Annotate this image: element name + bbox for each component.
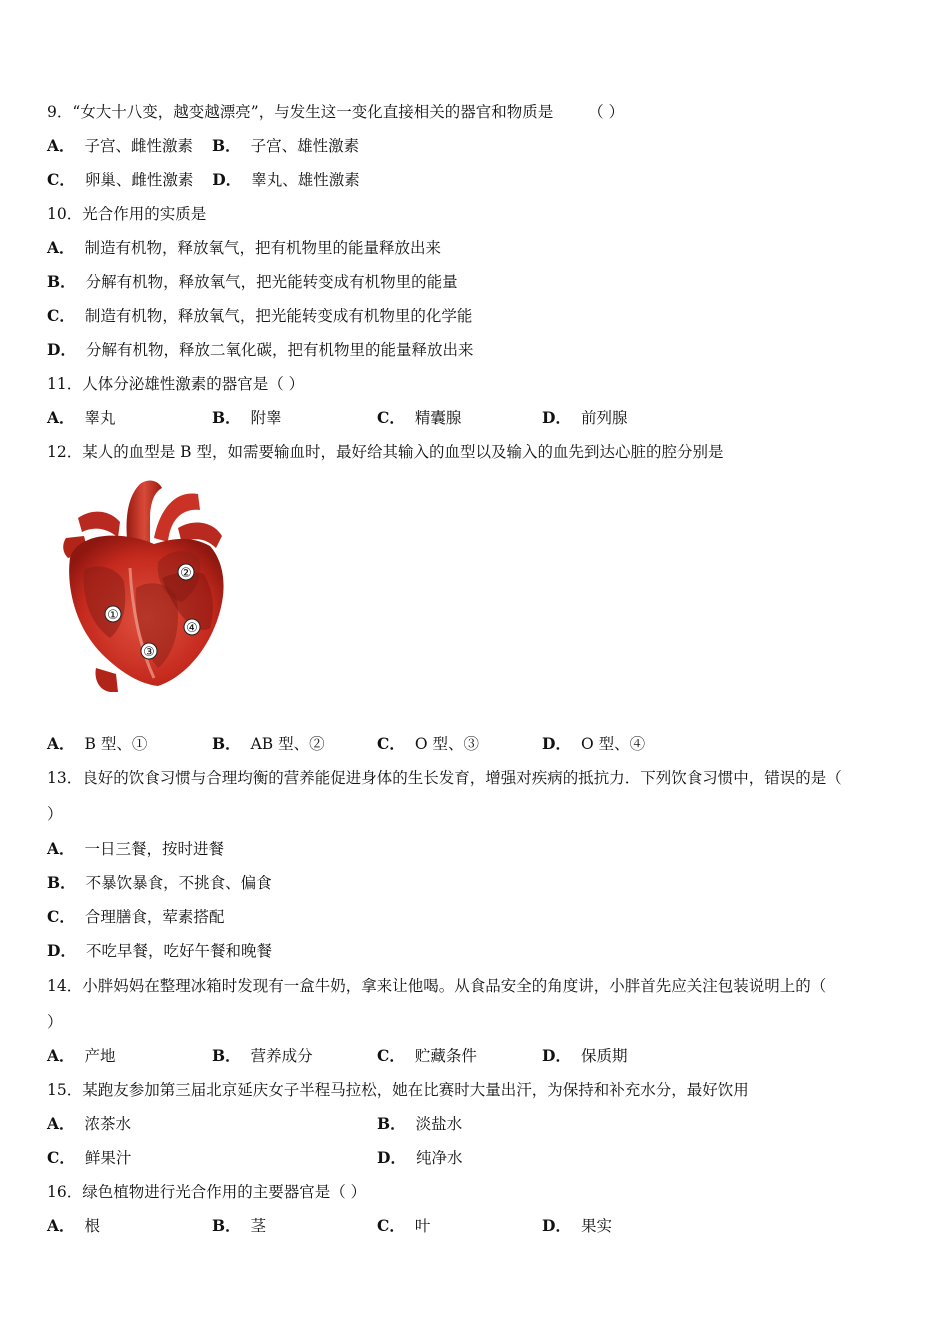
q13-option-b: B． 不暴饮暴食，不挑食、偏食 [47,873,272,892]
q14-option-b: B． 营养成分 [212,1046,313,1065]
q9-option-c: 卵巢、雌性激素 [84,171,194,189]
q13-option-d: D． 不吃早餐，吃好午餐和晚餐 [47,941,272,960]
q16-option-c: C． 叶 [377,1216,431,1235]
q11-option-a: A． 睾丸 [47,408,116,427]
q12-option-b: B． AB 型、② [212,734,325,753]
q14-option-d: D． 保质期 [542,1046,628,1065]
q10-option-a: A． 制造有机物，释放氧气，把有机物里的能量释放出来 [47,238,442,257]
label-3 [141,643,157,660]
q12-option-d: D． O 型、④ [542,734,646,753]
q9-stem: 9．“女大十八变，越变越漂亮”，与发生这一变化直接相关的器官和物质是 （ ） [47,103,625,121]
label-4 [184,619,200,636]
q15-option-d: D． 纯净水 [377,1148,463,1167]
q9-options-row1: A． 子宫、雌性激素 B． 子宫、雄性激素 [47,136,360,155]
q15-option-c: C． 鲜果汁 [47,1148,132,1167]
q16-option-d: D． 果实 [542,1216,612,1235]
q13-option-c: C． 合理膳食，荤素搭配 [47,907,225,926]
q9-option-d: 睾丸、雄性激素 [251,171,360,189]
label-2 [178,564,194,581]
q16-stem: 16．绿色植物进行光合作用的主要器官是（ ） [47,1183,367,1201]
q9-options-row2: C． 卵巢、雌性激素 D． 睾丸、雄性激素 [47,170,360,189]
q10-option-d: D． 分解有机物，释放二氧化碳，把有机物里的能量释放出来 [47,340,474,359]
q12-option-c: C． O 型、③ [377,734,479,753]
q16-option-a: A． 根 [47,1216,101,1235]
label-1 [105,606,121,623]
svg-text:②: ② [180,566,192,581]
svg-text:①: ① [107,608,119,623]
q11-stem: 11．人体分泌雄性激素的器官是（ ） [47,375,305,393]
q15-option-b: B． 淡盐水 [377,1114,463,1133]
q15-option-a: A． 浓茶水 [47,1114,132,1133]
q12-option-a: A． B 型、① [47,734,148,753]
q12-stem: 12．某人的血型是 B 型，如需要输血时，最好给其输入的血型以及输入的血先到达心脏的腔分别是 [47,443,724,461]
q13-option-a: A． 一日三餐，按时进餐 [47,839,225,858]
q14-option-a: A． 产地 [47,1046,116,1065]
svg-text:④: ④ [186,621,198,636]
q11-option-d: D． 前列腺 [542,408,628,427]
q14-option-c: C． 贮藏条件 [377,1046,477,1065]
q9-option-a: 子宫、雌性激素 [84,137,194,155]
q9-option-b: 子宫、雄性激素 [250,137,360,155]
heart-diagram [58,478,230,694]
q13-stem-cont: ） [47,805,63,823]
q11-option-c: C． 精囊腺 [377,408,462,427]
q10-stem: 10．光合作用的实质是 [47,205,207,223]
q11-option-b: B． 附睾 [212,408,282,427]
q13-stem: 13．良好的饮食习惯与合理均衡的营养能促进身体的生长发育，增强对疾病的抵抗力．下列饮食习惯中，错误的是（ [47,769,842,787]
q10-option-b: B． 分解有机物，释放氧气，把光能转变成有机物里的能量 [47,272,458,291]
q10-option-c: C． 制造有机物，释放氧气，把光能转变成有机物里的化学能 [47,306,473,325]
q16-option-b: B． 茎 [212,1216,267,1235]
q14-stem: 14．小胖妈妈在整理冰箱时发现有一盒牛奶，拿来让他喝。从食品安全的角度讲，小胖首先应关注包装说明上的（ [47,977,827,995]
svg-text:③: ③ [143,645,155,660]
q15-stem: 15．某跑友参加第三届北京延庆女子半程马拉松，她在比赛时大量出汗，为保持和补充水分，最好饮用 [47,1081,749,1099]
q14-stem-cont: ） [47,1013,63,1031]
